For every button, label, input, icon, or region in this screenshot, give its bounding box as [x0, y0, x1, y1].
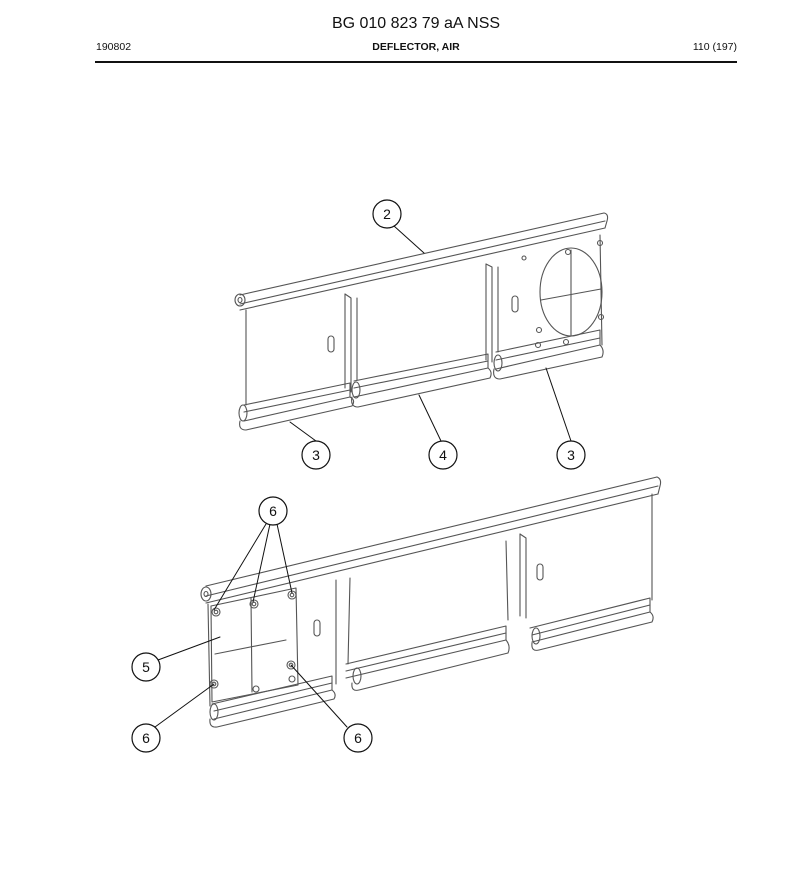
callout-label-6-bottom-right: 6 — [354, 730, 362, 746]
cover-plate — [210, 588, 298, 702]
date-code: 190802 — [96, 41, 132, 53]
callout-label-2: 2 — [383, 206, 391, 222]
callout-label-3-right: 3 — [567, 447, 575, 463]
lower-top-rail — [201, 477, 661, 603]
upper-right-panel — [494, 235, 604, 379]
upper-left-panel — [239, 294, 354, 430]
upper-middle-panel — [352, 264, 492, 407]
callout-label-5: 5 — [142, 659, 150, 675]
upper-deflector-assembly — [235, 213, 608, 430]
part-title: DEFLECTOR, AIR — [372, 41, 460, 53]
callout-label-4: 4 — [439, 447, 447, 463]
document-number: BG 010 823 79 aA NSS — [331, 15, 501, 32]
callout-label-6-bottom-left: 6 — [142, 730, 150, 746]
callout-label-6-top: 6 — [269, 503, 277, 519]
callout-label-3-left: 3 — [312, 447, 320, 463]
page-number: 110 (197) — [692, 41, 737, 53]
lower-right-panel — [520, 494, 653, 650]
upper-top-rail — [235, 213, 608, 310]
